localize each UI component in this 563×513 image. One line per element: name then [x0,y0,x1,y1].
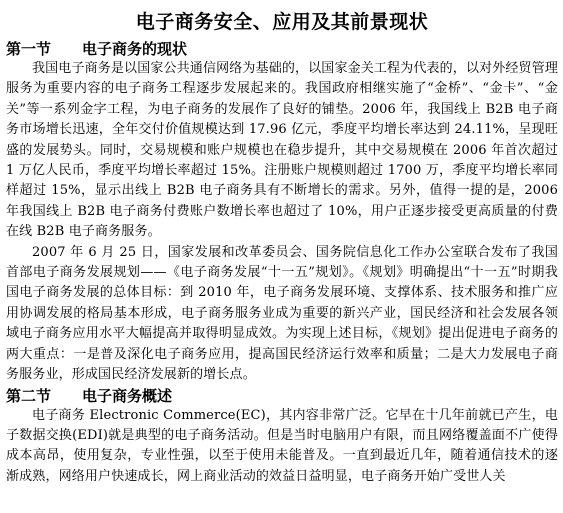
section-heading [6,386,558,406]
section-number: 第一节 [6,40,52,58]
paragraph: 2007 年 6 月 25 日，国家发展和改革委员会、国务院信息化工作办公室联合发布了我国首部电子商务发展规划——《电子商务发展“十一五”规划》。《规划》明确提出“十一五”时期我国电子商务发展的总体目标：到 2010 年，电子商务发展环境、支撑体系、技术服务和推广应用协调发展的格局基本形成，电子商务服务业成为重要的新兴产业，国民经济和社会发展各领域电子商务应用水平大幅提高并取得明显成效。为实现上述目标，《规划》提出促进电子商务的两大重点：一是普及深化电子商务应用，提高国民经济运行效率和质量；二是大力发展电子商务服务业，形成国民经济发展新的增长点。 [6,244,558,383]
paragraph: 电子商务 Electronic Commerce(EC)，其内容非常广泛。它早在十几年前就已产生，电子数据交换(EDI)就是典型的电子商务活动。但是当时电脑用户有限，而且网络覆盖面不广使得成本高昂，使用复杂，专业性强，以至于使用未能普及。一直到最近几年，随着通信技术的逐渐成熟，网络用户快速成长，网上商业活动的效益日益明显，电子商务开始广受世人关 [6,407,558,484]
document-page [6,0,558,487]
section-number: 第二节 [6,386,52,405]
section-1 [6,39,558,386]
section-title: 电子商务的现状 [82,40,188,58]
section-heading [6,39,558,59]
paragraph: 我国电子商务是以国家公共通信网络为基础的，以国家金关工程为代表的，以对外经贸管理服务为重要内容的电子商务工程逐步发展起来的。我国政府相继实施了“金桥”、“金卡”、“金关”等一系列金字工程，为电子商务的发展作了良好的铺垫。2006 年，我国线上 B2B 电子商务市场增长迅速，全年交付价值规模达到 17.96 亿元，季度平均增长率达到 24.11%，呈现旺盛的发展势头。同时，交易规模和账户规模也在稳步提升，其中交易规模在 2006 年首次超过 1 万亿人民币，季度平均增长率超过 15%。注册账户规模则超过 1700 万，季度平均增长率同样超过 15%，显示出线上 B2B 电子商务具有不断增长的需求。另外，值得一提的是，2006 年我国线上 B2B 电子商务付费账户数增长率也超过了 10%，用户正逐步接受更高质量的付费在线 B2B 电子商务服务。 [6,61,559,240]
page-title: 电子商务安全、应用及其前景现状 [135,11,429,33]
section-title: 电子商务概述 [82,386,173,405]
section-2 [6,386,558,488]
